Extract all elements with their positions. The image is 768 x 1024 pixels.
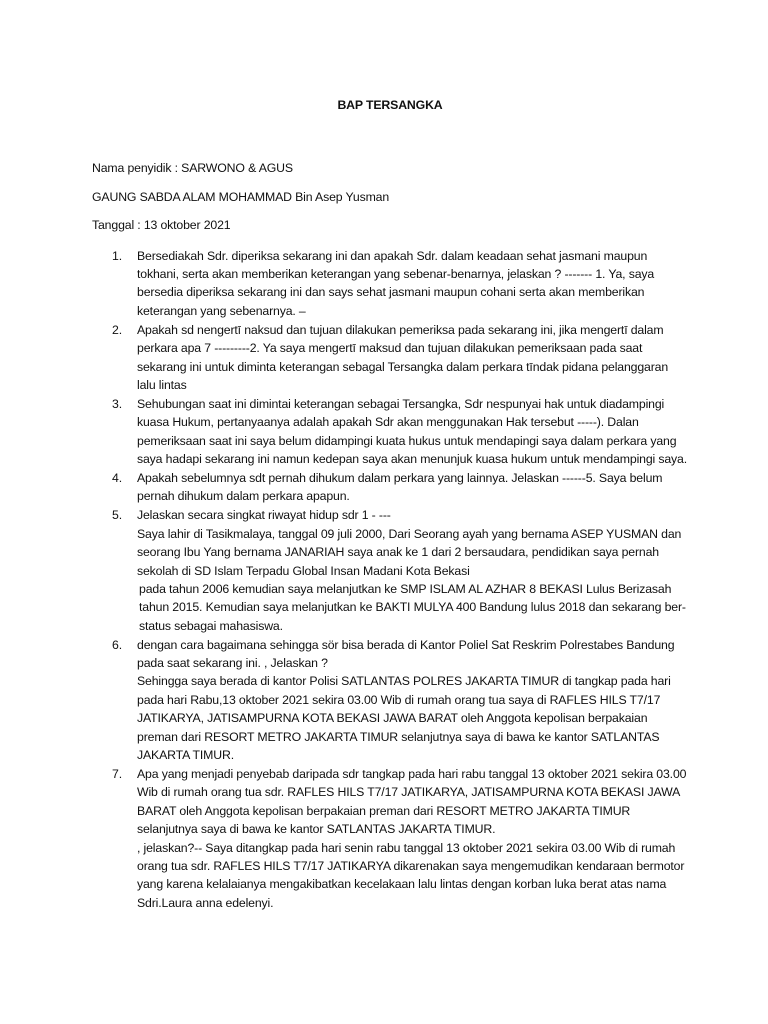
investigator-line: Nama penyidik : SARWONO & AGUS bbox=[92, 161, 293, 176]
item-answer: Saya lahir di Tasikmalaya, tanggal 09 juli 2000, Dari Seorang ayah yang bernama ASEP YUSMAN dan seorang Ibu Yang bernama JANARIAH saya anak ke 1 dari 2 bersaudara, pendidikan saya pernah sekolah di SD Islam Terpadu Global Insan Madani Kota Bekasi bbox=[137, 526, 682, 578]
item-answer: , jelaskan?-- Saya ditangkap pada hari senin rabu tanggal 13 oktober 2021 sekira 03.00 Wib di rumah orang tua sdr. RAFLES HILS T7/17 JATIKARYA dikarenakan saya mengemudikan kendaraan bermotor yang karena kelalaianya mengakibatkan kecelakaan lalu lintas dengan korban luka berat atas nama Sdri.Laura anna edelenyi. bbox=[137, 840, 685, 910]
list-item bbox=[92, 469, 688, 506]
list-item bbox=[92, 321, 688, 395]
question-list bbox=[92, 247, 688, 913]
list-item bbox=[92, 395, 688, 469]
item-question: Sehubungan saat ini dimintai keterangan sebagai Tersangka, Sdr nespunyai hak untuk diadampingi kuasa Hukum, pertanyaanya adalah apakah Sdr akan menggunakan Hak tersebut -----). Dalan pemeriksaan saat ini saya belum didampingi kuata hukus untuk mendapingi saya dalam perkara yang saya hadapi sekarang ini namun kedepan saya akan menunjuk kuasa hukum untuk mendampingi saya. bbox=[137, 396, 688, 467]
item-number: 6. bbox=[112, 637, 122, 652]
item-question: Bersediakah Sdr. diperiksa sekarang ini dan apakah Sdr. dalam keadaan sehat jasmani maupun tokhani, serta akan memberikan keterangan yang sebenar-benarnya, jelaskan ? ------- 1. Ya, saya bersedia diperiksa sekarang ini dan says sehat jasmani maupun cohani serta akan memberikan keterangan yang sebenarnya. – bbox=[137, 248, 655, 318]
item-question: Jelaskan secara singkat riwayat hidup sdr 1 - --- bbox=[137, 508, 391, 523]
suspect-line: GAUNG SABDA ALAM MOHAMMAD Bin Asep Yusman bbox=[92, 189, 390, 204]
item-number: 1. bbox=[112, 248, 122, 263]
item-number: 5. bbox=[112, 508, 122, 523]
item-number: 2. bbox=[112, 322, 122, 337]
list-item bbox=[92, 247, 688, 321]
list-item bbox=[92, 765, 688, 912]
item-question: Apakah sd nengertī naksud dan tujuan dilakukan pemeriksa pada sekarang ini, jika mengertī dalam perkara apa 7 ---------2. Ya saya mengertī maksud dan tujuan dilakukan pemeriksaan pada saat sekarang ini untuk diminta keterangan sebagal Tersangka dalam perkara tīndak pidana pelanggaran lalu lintas bbox=[137, 322, 669, 392]
item-question: dengan cara bagaimana sehingga sör bisa berada di Kantor Poliel Sat Reskrim Polrestabes Bandung pada saat sekarang ini. , Jelaskan ? bbox=[137, 637, 675, 671]
item-number: 4. bbox=[112, 471, 122, 485]
list-item bbox=[92, 506, 688, 635]
item-question: Apa yang menjadi penyebab daripada sdr tangkap pada hari rabu tanggal 13 oktober 2021 sekira 03.00 Wib di rumah orang tua sdr. RAFLES HILS T7/17 JATIKARYA, JATISAMPURNA KOTA BEKASI JAWA BARAT oleh Anggota kepolisan berpakaian preman dari RESORT METRO JAKARTA TIMUR selanjutnya saya di bawa ke kantor SATLANTAS JAKARTA TIMUR. bbox=[137, 767, 687, 837]
list-item bbox=[92, 636, 688, 765]
item-answer-continued: pada tahun 2006 kemudian saya melanjutkan ke SMP ISLAM AL AZHAR 8 BEKASI Lulus Berizasah tahun 2015. Kemudian saya melanjutkan ke BAKTI MULYA 400 Bandung lulus 2018 dan sekarang ber-status sebagai mahasiswa. bbox=[139, 581, 686, 633]
item-answer: Sehingga saya berada di kantor Polisi SATLANTAS POLRES JAKARTA TIMUR di tangkap pada hari pada hari Rabu,13 oktober 2021 sekira 03.00 Wib di rumah orang tua saya di RAFLES HILS T7/17 JATIKARYA, JATISAMPURNA KOTA BEKASI JAWA BARAT oleh Anggota kepolisan berpakaian preman dari RESORT METRO JAKARTA TIMUR selanjutnya saya di bawa ke kantor SATLANTAS JAKARTA TIMUR. bbox=[137, 674, 671, 763]
date-line: Tanggal : 13 oktober 2021 bbox=[92, 218, 231, 233]
item-number: 7. bbox=[112, 767, 122, 781]
item-number: 3. bbox=[112, 396, 122, 411]
item-question: Apakah sebelumnya sdt pernah dihukum dalam perkara yang lainnya. Jelaskan ------5. Saya belum pernah dihukum dalam perkara apapun. bbox=[137, 471, 663, 504]
document-title: BAP TERSANGKA bbox=[337, 98, 443, 112]
